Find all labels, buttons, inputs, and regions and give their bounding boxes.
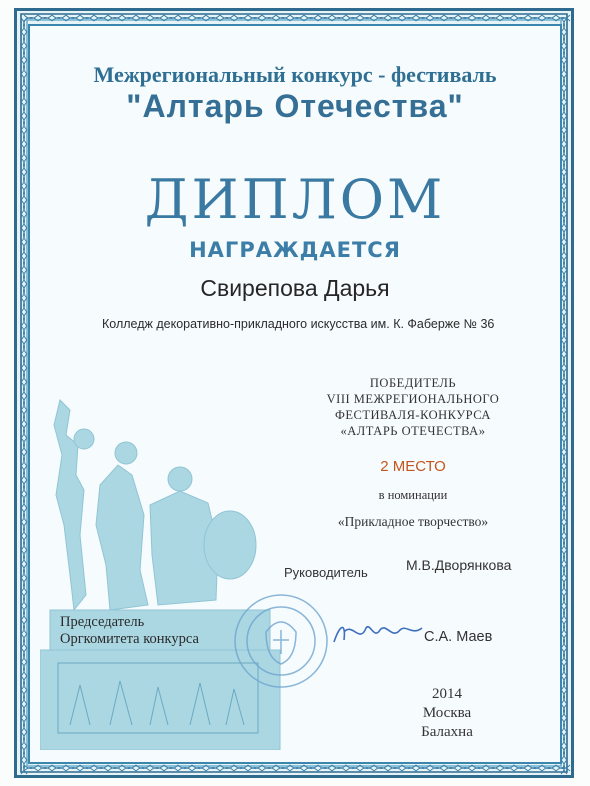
leader-name: М.В.Дворянкова — [406, 557, 512, 573]
nomination-label: в номинации — [378, 488, 448, 502]
awarded-label: НАГРАЖДАЕТСЯ — [189, 238, 401, 262]
recipient-name: Свирепова Дарья — [200, 275, 390, 301]
winner-line-4: «АЛТАРЬ ОТЕЧЕСТВА» — [340, 424, 486, 438]
chairman-label-line-1: Председатель — [60, 614, 145, 630]
contest-title: Межрегиональный конкурс - фестиваль — [93, 62, 497, 87]
round-seal-stamp — [232, 592, 330, 690]
place-text: 2 МЕСТО — [380, 458, 446, 475]
winner-line-3: ФЕСТИВАЛЯ-КОНКУРСА — [335, 408, 491, 422]
leader-label: Руководитель — [284, 565, 368, 580]
city-balakhna: Балахна — [421, 724, 473, 740]
nomination-value: «Прикладное творчество» — [337, 514, 489, 529]
diploma-heading: ДИПЛОМ — [144, 168, 446, 231]
institution-name: Колледж декоративно-прикладного искусства им. К. Фаберже № 36 — [102, 317, 495, 331]
festival-name: "Алтарь Отечества" — [126, 88, 464, 124]
chairman-label-line-2: Оргкомитета конкурса — [60, 631, 199, 647]
winner-line-2: VIII МЕЖРЕГИОНАЛЬНОГО — [326, 392, 500, 406]
chairman-name: С.А. Маев — [424, 629, 493, 645]
year: 2014 — [432, 686, 462, 702]
winner-line-1: ПОБЕДИТЕЛЬ — [369, 376, 457, 390]
city-moscow: Москва — [422, 705, 472, 721]
handwritten-signature — [330, 618, 426, 648]
